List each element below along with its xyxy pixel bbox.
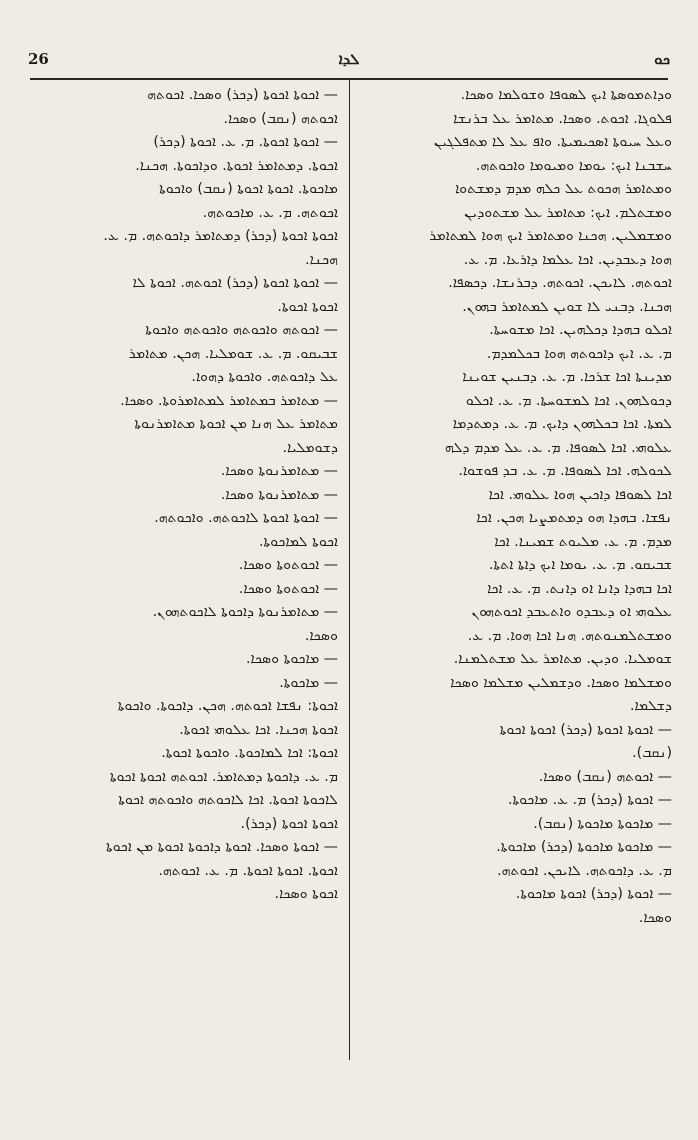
text-line: ܐܟܘܬܐ: ܢܦܫܐ ܐܟܘܬܗ. ܗܟܢ. ܕܐܟܘܬܐ. ܘܐܟܘܬܐ: [117, 698, 338, 714]
text-line: — ܐܟܘܬܐ ܐܟܘܬܐ (ܕܟܪ) ܐܟܘܬܗ. ܐܟܘܬܐ ܠܐ: [132, 275, 338, 291]
text-line: — ܡܐܟܘܬܐ.: [279, 674, 338, 691]
text-line: ܥܠ ܕܐܟܘܬܗ. ܘܐܟܘܬܐ ܕܗܘܐ.: [191, 369, 338, 385]
text-line: ܐܟܐ ܠܣܘܦܐ ܕܐܟܝܢ ܗܘܐ ܥܠܘܗܝ. ܐܟܐ: [488, 486, 672, 503]
text-line: ܘܡܫܬܠܡ. ܐܝܟ: ܡܬܐܡܪ ܥܠ ܡܫܬܘܕܝܢ: [464, 204, 672, 221]
text-line: ܗܘܐ ܕܥܒܕܝܢ. ܐܟܐ ܥܠܡܐ ܕܐܪܥܐ. ܡ. ܥ.: [463, 251, 672, 268]
text-line: ܫܘܡܠܝܐ. ܘܕܝܢ. ܡܬܐܡܪ ܥܠ ܡܫܬܠܡܢܐ.: [453, 651, 672, 667]
text-line: ܐܟܘܬܐ ܠܡܐܟܘܬܐ.: [258, 533, 338, 550]
text-line: ܡ. ܥ. ܕܐܟܘܬܐ ܕܡܬܐܡܪ. ܐܟܘܬܗ ܐܟܘܬܐ ܐܟܘܬܐ: [109, 768, 338, 785]
text-line: ܡܕܝܢܬܐ ܐܟܐ ܫܪܟܐ. ܡ. ܥ. ܕܒܢܝܢ ܫܘܝܢܐ: [462, 369, 672, 385]
text-line: ܕܫܠܡܐ.: [630, 698, 672, 714]
text-line: — ܐܟܘܬܐ ܐܟܘܬܐ (ܕܟܪ) ܘܣܟܐ. ܐܟܘܬܗ: [147, 87, 338, 103]
text-line: — ܡܬܐܡܪܢܘܬܐ ܘܣܟܐ.: [220, 486, 338, 503]
text-line: ܗܟܢܐ.: [305, 251, 338, 268]
text-line: ܐܟܘܬܐ: ܐܟܐ ܠܡܐܟܘܬܐ. ܘܐܟܘܬܐ ܐܟܘܬܐ.: [161, 745, 338, 761]
text-line: ܘܡܬܐܡܪ ܗܟܘܬ ܥܠ ܟܠܗ ܡܕܡ ܕܡܫܬܘܐ: [455, 181, 672, 197]
text-line: ܘܕܐܬܡܘܣܬܐ ܐܝܟ ܠܣܘܦܐ ܘܫܘܠܡܐ ܘܣܟܐ.: [460, 87, 672, 103]
text-line: ܐܟܘܬܐ. ܐܟܘܬܐ ܐܟܘܬܐ. ܡ. ܥ. ܐܟܘܬܗ.: [158, 862, 338, 879]
text-line: ܐܟܘܬܐ ܗܟܢܐ. ܐܟܐ ܥܠܘܗܝ ܐܟܘܬܐ.: [179, 721, 338, 738]
text-line: ܐܟܘܬܐ ܐܟܘܬܐ (ܕܟܪ).: [240, 815, 338, 832]
left-column: [28, 84, 338, 907]
text-line: ܘܣܟܐ.: [638, 909, 672, 926]
right-column: [362, 84, 672, 930]
text-line: — ܐܟܘܬܐ ܐܟܘܬܐ. ܡ. ܥ. ܐܟܘܬܐ (ܕܟܪ): [153, 134, 338, 150]
text-line: — ܡܬܐܡܪܢܘܬܐ ܕܐܟܘܬܐ ܠܐܟܘܬܗܘܢ.: [152, 604, 338, 620]
text-line: ܥܠܘܗܝ ܐܘ ܕܥܒܕܘ ܘܐܬܥܒܕ ܐܟܘܬܗܘܢ: [471, 604, 672, 620]
text-line: — ܐܟܘܬܐ (ܕܟܪ) ܐܟܘܬܐ ܡܐܟܘܬܐ.: [515, 886, 672, 902]
text-line: — ܐܟܘܬܘܬܐ ܘܣܟܐ.: [238, 580, 338, 597]
text-line: ܫܒܝܩܘ. ܡ. ܥ. ܝܘܡܐ ܐܝܟ ܕܐܬܐ ܐܬܬܐ.: [489, 557, 672, 573]
text-line: ܘܥܠ ܚܝܘܬܐ ܐܣܟܝܡܝܬܐ. ܘܐܦ ܥܠ ܠܐ ܡܬܦܠܓܝܢ: [434, 134, 672, 150]
text-line: ܘܡܫܬܠܡܢܘܬܗ. ܗܢܐ ܐܟܐ ܗܘܐ. ܡ. ܥ.: [467, 627, 672, 644]
text-line: — ܐܟܘܬܐ ܐܟܘܬܐ (ܕܟܪ) ܐܟܘܬܐ ܐܟܘܬܐ: [499, 721, 672, 738]
text-line: ܢܦܫܐ. ܒܗܕܐ ܗܘ ܕܡܬܡܨܝܐ ܗܟܢ. ܐܟܐ: [476, 510, 672, 526]
text-line: ܕܫܘܡܠܝܐ.: [282, 439, 338, 456]
text-line: — ܡܐܟܘܬܐ ܡܐܟܘܬܐ (ܕܟܪ) ܡܐܟܘܬܐ.: [496, 839, 672, 855]
text-line: ܐܟܘܬܐ ܐܟܘܬܐ.: [277, 298, 338, 315]
text-line: ܐܟܘܬܐ ܘܣܟܐ.: [274, 886, 338, 902]
text-line: ܥܠܘܗܝ. ܐܟܐ ܠܣܘܦܐ. ܡ. ܥ. ܥܠ ܡܕܡ ܕܠܗ: [444, 439, 672, 456]
text-line: ܘܡܫܠܡܐ ܘܣܟܐ. ܘܕܫܡܠܝܢ ܡܫܠܡܐ ܘܣܟܐ: [450, 674, 672, 691]
column-divider: [349, 80, 350, 1060]
text-line: (ܢܩܒ).: [632, 745, 672, 761]
text-line: ܘܣܟܐ.: [304, 627, 338, 644]
text-line: ܐܟܐ ܒܗܕܐ ܕܐܢܐ ܐܘ ܕܐܢܬ. ܡ. ܥ. ܐܟܐ: [487, 580, 672, 597]
running-title: ܠܕܐ: [338, 50, 360, 68]
text-line: ܦܠܘܓܐ. ܐܟܘܬ. ܘܣܟܐ. ܡܬܐܡܪ ܥܠ ܒܪܢܫܐ: [453, 110, 672, 127]
text-line: — ܐܟܘܬܐ (ܕܟܪ) ܡ. ܥ. ܡܐܟܘܬܐ.: [507, 792, 672, 808]
text-line: ܐܟܘܬܐ. ܕܡܬܐܡܪ ܐܟܘܬܐ. ܘܕܐܟܘܬܐ. ܗܟܢܐ.: [135, 157, 338, 174]
text-line: ܠܐܟܘܬܐ ܐܟܘܬܐ. ܐܟܐ ܠܐܟܘܬܗ ܘܐܟܘܬܗ ܐܟܘܬܐ: [118, 792, 338, 808]
text-line: ܐܟܘܬܗ. ܠܐܝܟܢ. ܐܟܘܬܗ. ܕܒܪܢܫܐ. ܕܟܣܦܐ.: [448, 275, 672, 291]
text-line: — ܐܟܘܬܐ ܐܟܘܬܐ ܠܐܟܘܬܗ. ܘܐܟܘܬܗ.: [154, 510, 338, 526]
text-line: — ܐܟܘܬܗ ܘܐܟܘܬܗ ܘܐܟܘܬܗ ܘܐܟܘܬܐ: [145, 322, 338, 338]
text-line: ܡܐܟܘܬܐ. ܐܟܘܬܐ ܐܟܘܬܐ (ܢܩܒ) ܘܐܟܘܬܐ: [159, 181, 338, 197]
text-line: ܡ. ܥ. ܐܝܟ ܕܐܟܘܬܗ ܗܘܐ ܒܟܠܡܕܡ.: [486, 345, 672, 362]
text-line: ܐܟܘܬܐ ܐܟܘܬܐ (ܕܟܪ) ܕܡܬܐܡܪ ܕܐܟܘܬܗ. ܡ. ܥ.: [103, 228, 338, 244]
text-line: — ܐܟܘܬܘܬܐ ܘܣܟܐ.: [238, 557, 338, 573]
text-line: ܠܟܘܠܗ. ܐܟܐ ܠܣܘܦܐ. ܡ. ܥ. ܒܕ ܦܘܫܘܐ.: [458, 463, 672, 479]
text-line: ܡܕܡ. ܡ. ܥ. ܡܠܝܘܬ ܫܡܝܢܐ. ܐܟܐ: [494, 533, 672, 550]
text-line: ܫܒܝܩܘ. ܡ. ܥ. ܫܘܡܠܝܐ. ܗܟܢ. ܡܬܐܡܪ: [128, 345, 338, 362]
text-line: — ܐܟܘܬܗ (ܢܩܒ) ܘܣܟܐ.: [538, 768, 672, 785]
text-line: ܡ. ܥ. ܕܐܟܘܬܗ. ܠܐܝܟܢ. ܐܟܘܬܗ.: [497, 862, 672, 879]
text-line: ܘܡܫܡܠܝܢ. ܗܟܢܐ ܘܡܬܐܡܪ ܐܝܟ ܗܘܐ ܠܡܬܐܡܪ: [429, 228, 672, 244]
text-line: ܐܟܠܘ ܒܗܕܐ ܕܟܠܗܝܢ. ܐܟܐ ܡܫܘܚܬܐ.: [489, 322, 672, 338]
text-line: ܠܡܬܐ. ܐܟܐ ܒܟܠܗܘܢ ܕܐܝܟ. ܡ. ܥ. ܕܡܬܕܡܐ: [452, 416, 672, 432]
text-line: — ܡܬܐܡܪ ܒܡܬܐܡܪ ܠܡܬܐܡܪܘܬܐ. ܘܣܟܐ.: [120, 392, 338, 409]
text-line: — ܐܟܘܬܐ ܘܣܟܐ. ܐܟܘܬܐ ܕܐܟܘܬܐ ܐܟܘܬܐ ܡܢ ܐܟܘܬܐ: [105, 839, 338, 855]
page-header: [28, 50, 670, 74]
text-line: — ܡܐܟܘܬܐ ܡܐܟܘܬܐ (ܢܩܒ).: [533, 815, 672, 832]
text-line: ܚܫܒܢܐ ܐܝܟ: ܝܘܡܐ ܘܡܝܘܡܐ ܘܐܟܘܬܗ.: [475, 157, 672, 174]
text-line: ܡܬܐܡܪ ܥܠ ܗܢܐ ܡܢ ܐܟܘܬܐ ܡܬܐܡܪܢܘܬܐ: [134, 416, 338, 432]
text-line: — ܡܐܟܘܬܐ ܘܣܟܐ.: [246, 651, 338, 667]
page-number-left: 26: [28, 50, 49, 68]
text-line: ܗܟܢܐ. ܕܒܢܝ ܠܐ ܫܘܝܢ ܠܡܬܐܡܪ ܒܗܘܢ.: [462, 298, 672, 315]
text-line: — ܡܬܐܡܪܢܘܬܐ ܘܣܟܐ.: [220, 463, 338, 479]
page-number-right: ܟܘ: [654, 50, 670, 68]
text-line: ܕܟܘܠܗܘܢ. ܐܟܐ ܠܡܫܘܚܬܐ. ܡ. ܥ. ܐܟܠܘ: [465, 392, 672, 409]
text-line: ܐܟܘܬܗ. ܡ. ܥ. ܡܐܟܘܬܗ.: [202, 204, 338, 221]
text-line: ܐܟܘܬܗ (ܢܩܒ) ܘܣܟܐ.: [223, 110, 338, 127]
